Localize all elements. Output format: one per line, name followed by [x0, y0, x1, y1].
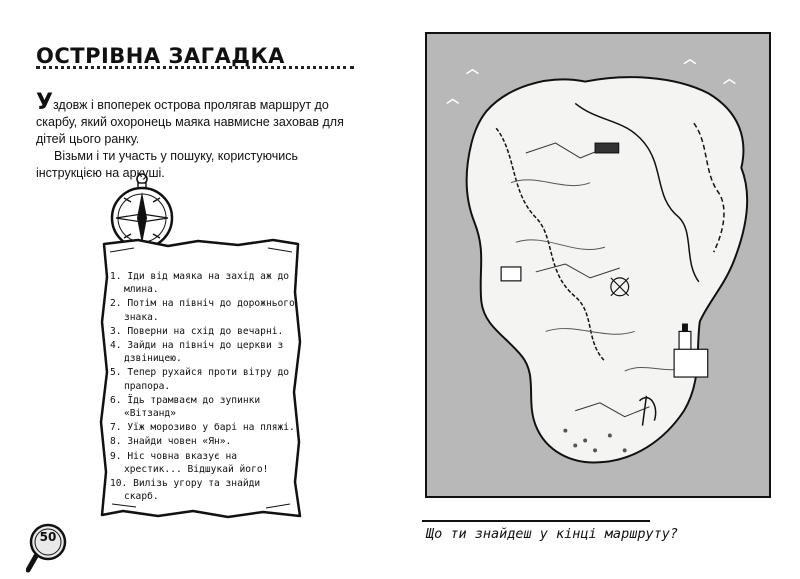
- instruction-list: [110, 270, 300, 504]
- drop-cap: У: [36, 90, 53, 115]
- title-divider: [36, 66, 354, 69]
- question-text: Що ти знайдеш у кінці маршруту?: [426, 526, 678, 542]
- island-map: [425, 32, 771, 498]
- instruction-item: 4. Зайди на північ до церкви з дзвіницею.: [110, 340, 284, 365]
- instruction-item: 10. Вилізь угору та знайди скарб.: [110, 478, 261, 503]
- intro-p1-text: здовж і впоперек острова пролягав маршрут до скарбу, який охоронець маяка навмисне заховав для дітей цього ранку.: [36, 98, 344, 146]
- instruction-item: 1. Іди від маяка на захід аж до млина.: [110, 271, 290, 296]
- island-illustration: [427, 34, 769, 496]
- instruction-item: 9. Ніс човна вказує на хрестик... Відшукай його!: [110, 450, 269, 475]
- instruction-item: 7. Уїж морозиво у барі на пляжі.: [110, 422, 295, 434]
- instruction-item: 2. Потім на північ до дорожнього знака.: [110, 298, 295, 323]
- page-number: 50: [39, 530, 57, 544]
- intro-paragraph-2: Візьми і ти участь у пошуку, користуючись інструкцією на аркуші.: [36, 149, 299, 180]
- question-rule: [422, 520, 650, 522]
- page-title: ОСТРІВНА ЗАГАДКА: [36, 44, 285, 68]
- magnifier-icon: [26, 520, 78, 576]
- instruction-item: 5. Тепер рухайся проти вітру до прапора.: [110, 367, 290, 392]
- instruction-item: 6. Їдь трамваєм до зупинки «Вітзанд»: [110, 394, 261, 420]
- intro-paragraph-1: [36, 90, 361, 148]
- instruction-item: 8. Знайди човен «Ян».: [110, 436, 232, 448]
- instruction-item: 3. Поверни на схід до вечарні.: [110, 325, 284, 337]
- intro-text: [36, 90, 361, 182]
